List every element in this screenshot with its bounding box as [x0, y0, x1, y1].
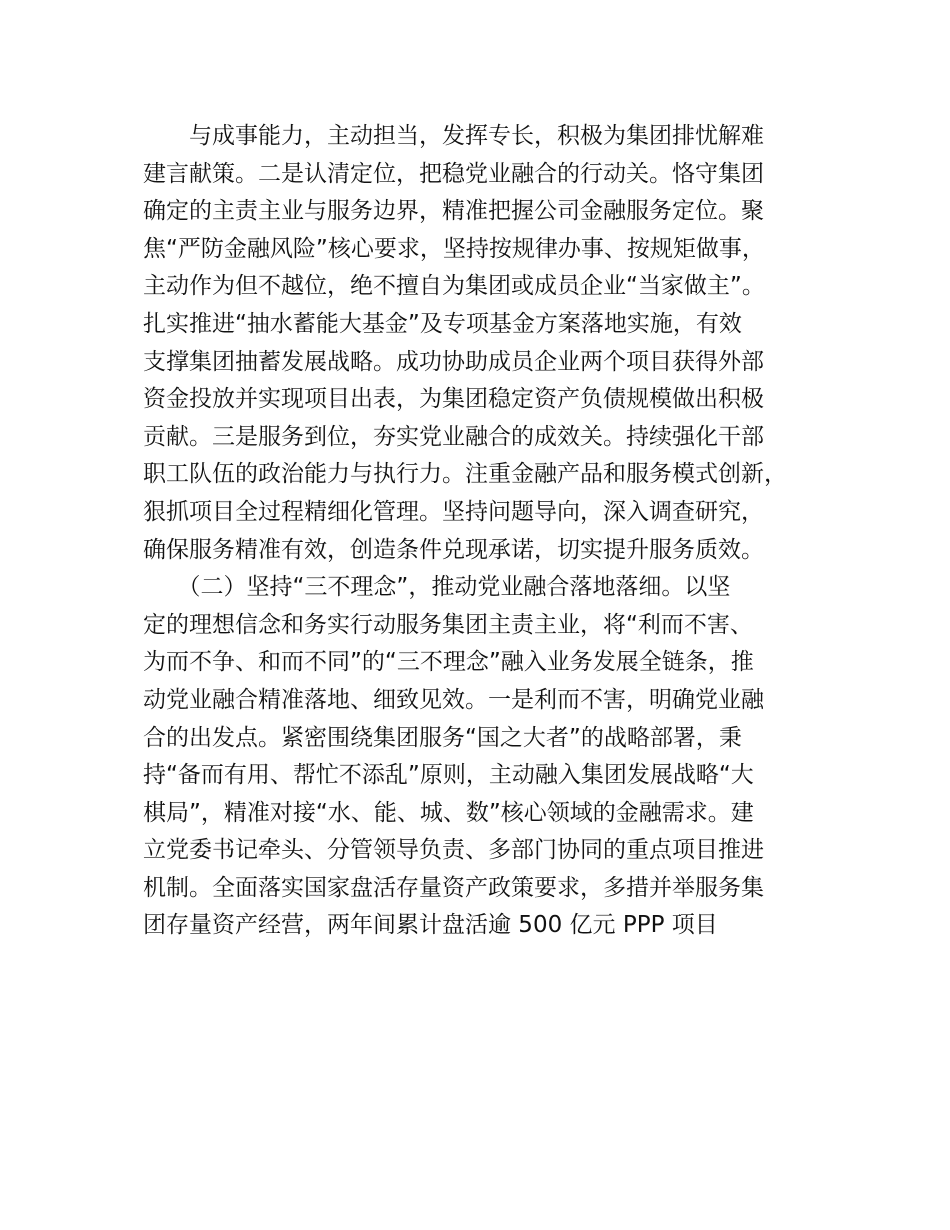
text-line: 团存量资产经营，两年间累计盘活逾 500 亿元 PPP 项目	[143, 912, 718, 939]
text-line: 确保服务精准有效，创造条件兑现承诺，切实提升服务质效。	[143, 536, 764, 563]
text-line: （二）坚持“三不理念”，推动党业融合落地落细。以坚	[143, 574, 731, 601]
text-line: 狠抓项目全过程精细化管理。坚持问题导向，深入调查研究，	[143, 498, 764, 525]
body-text	[143, 118, 843, 945]
text-line: 支撑集团抽蓄发展战略。成功协助成员企业两个项目获得外部	[143, 348, 764, 375]
paragraph-1	[143, 118, 843, 569]
text-line: 与成事能力，主动担当，发挥专长，积极为集团排忧解难	[143, 123, 764, 149]
text-line: 合的出发点。紧密围绕集团服务“国之大者”的战略部署，秉	[143, 724, 742, 751]
text-line: 棋局”，精准对接“水、能、城、数”核心领域的金融需求。建	[143, 799, 754, 826]
text-line: 定的理想信念和务实行动服务集团主责主业，将“利而不害、	[143, 611, 753, 638]
text-line: 扎实推进“抽水蓄能大基金”及专项基金方案落地实施，有效	[143, 310, 742, 337]
text-line: 为而不争、和而不同”的“三不理念”融入业务发展全链条，推	[143, 649, 754, 676]
text-line: 确定的主责主业与服务边界，精准把握公司金融服务定位。聚	[143, 198, 764, 225]
paragraph-2	[143, 569, 843, 945]
text-line: 资金投放并实现项目出表，为集团稳定资产负债规模做出积极	[143, 386, 764, 413]
text-line: 动党业融合精准落地、细致见效。一是利而不害，明确党业融	[143, 686, 764, 713]
text-line: 持“备而有用、帮忙不添乱”原则，主动融入集团发展战略“大	[143, 762, 754, 789]
text-line: 职工队伍的政治能力与执行力。注重金融产品和服务模式创新，	[143, 461, 787, 488]
text-line: 主动作为但不越位，绝不擅自为集团或成员企业“当家做主”。	[143, 273, 765, 300]
text-line: 机制。全面落实国家盘活存量资产政策要求，多措并举服务集	[143, 874, 764, 901]
text-line: 贡献。三是服务到位，夯实党业融合的成效关。持续强化干部	[143, 423, 764, 450]
text-line: 建言献策。二是认清定位，把稳党业融合的行动关。恪守集团	[143, 160, 764, 187]
text-line: 立党委书记牵头、分管领导负责、多部门协同的重点项目推进	[143, 837, 764, 864]
text-line: 焦“严防金融风险”核心要求，坚持按规律办事、按规矩做事，	[143, 235, 765, 262]
